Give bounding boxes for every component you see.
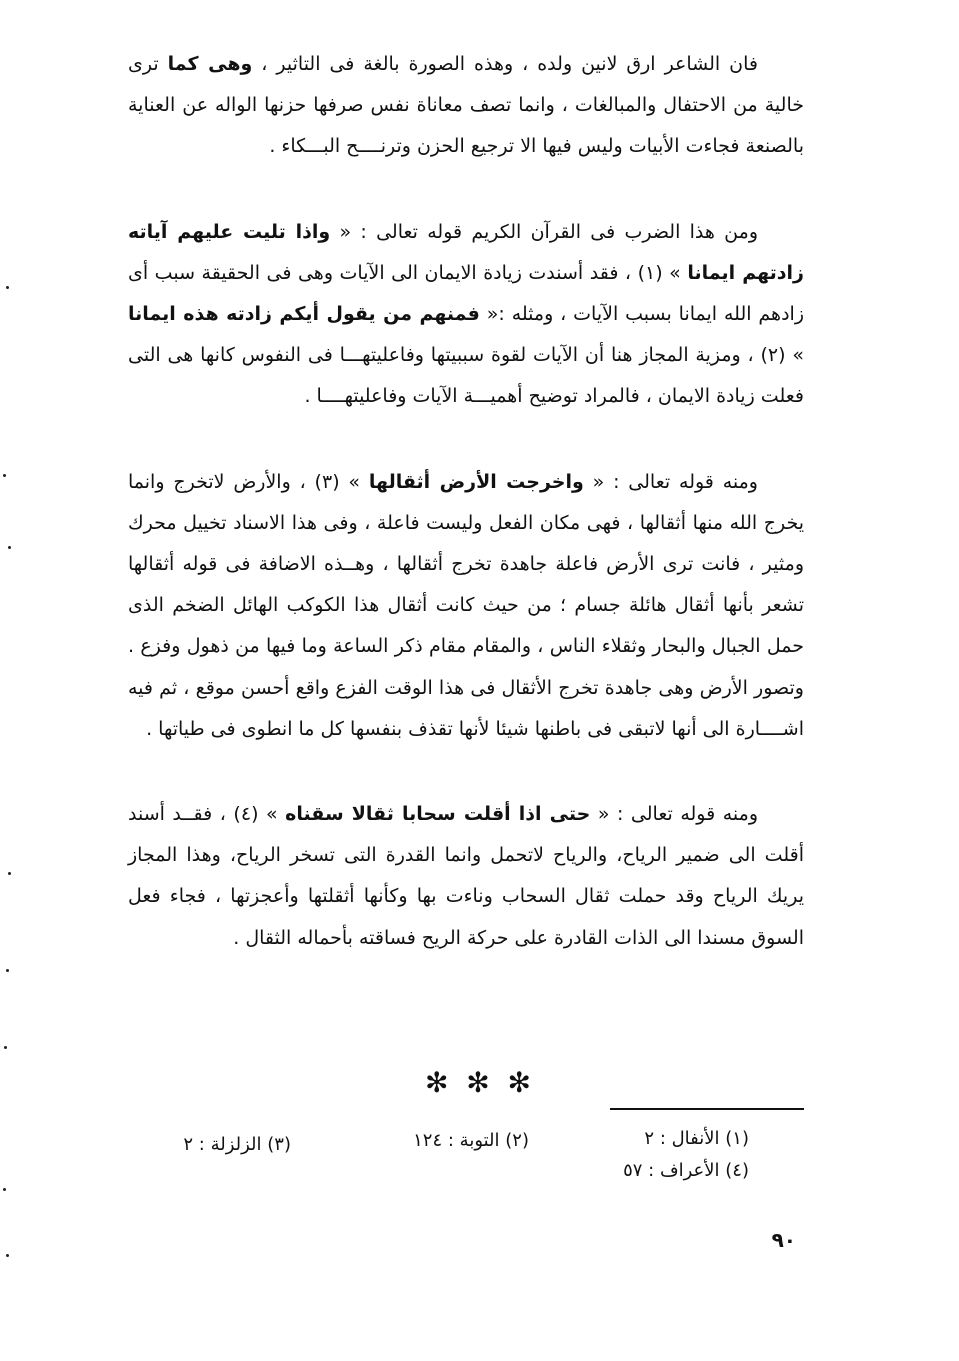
text-segment: » (١) ، فقد أسندت زيادة الايمان الى الآيات وهى فى الحقيقة سبب أى زادهم الله ايمانا بسبب الآيات ، ومثله :« <box>128 261 804 326</box>
text-segment: ومن هذا الضرب فى القرآن الكريم قوله تعالى : « <box>330 220 758 243</box>
scan-speck <box>3 474 6 477</box>
paragraph <box>128 44 804 168</box>
footnote-2: (٢) التوبة : ١٢٤ <box>413 1130 529 1151</box>
scan-speck <box>3 1188 6 1191</box>
body-text <box>128 44 804 1003</box>
text-segment: » (٤) ، فقــد أسند أقلت الى ضمير الرياح، والرياح لاتحمل وانما القدرة التى تسخر الرياح، وهذا المجاز يريك الرياح وقد حملت ثقال السحاب وناءت بها وكأنها أثقلتها وأعجزتها ، فجاء فعل السوق مسندا الى الذات القادرة على حركة الريح فساقته بأحماله الثقال . <box>128 803 804 949</box>
scan-speck <box>6 1254 9 1257</box>
paragraph <box>128 212 804 418</box>
section-separator: ✻ ✻ ✻ <box>425 1066 535 1099</box>
scan-speck <box>6 969 9 972</box>
text-segment: » (٣) ، والأرض لاتخرج وانما يخرج الله منها أثقالها ، فهى مكان الفعل وليست فاعلة ، وفى هذا الاسناد تخييل محرك ومثير ، فانت ترى الأرض فاعلة جاهدة تخرج أثقالها ، وهــذه الاضافة فى قوله أثقالها تشعر بأنها أثقال هائلة جسام ؛ من حيث كانت أثقال هذا الكوكب الهائل الضخم الذى حمل الجبال والبحار وثقلاء الناس ، والمقام مقام ذكر الساعة وما فيها من ذهول وفزع . وتصور الأرض وهى جاهدة تخرج الأثقال فى هذا الوقت الفزع واقع أحسن موقع ، ثم فيه اشــــارة الى أنها لاتبقى فى باطنها شيئا لأنها تقذف بنفسها كل ما انطوى فى طياتها . <box>128 470 804 740</box>
text-segment: ومنه قوله تعالى : « <box>590 803 758 826</box>
quran-quote: حتى اذا أقلت سحابا ثقالا سقناه <box>285 803 591 826</box>
bold-text-segment: وهى كما <box>167 53 253 75</box>
paragraph <box>128 462 804 750</box>
text-segment: » (٢) ، ومزية المجاز هنا أن الآيات لقوة سببيتها وفاعليتهـــا فى النفوس كانها هى التى فعلت زيادة الايمان ، فالمراد توضيح أهميـــة الآيات وفاعليتهــــا . <box>128 344 804 408</box>
scan-speck <box>6 286 9 289</box>
scan-speck <box>8 872 11 875</box>
footnote-divider <box>610 1108 804 1110</box>
paragraph <box>128 794 804 959</box>
quran-quote: واخرجت الأرض أثقالها <box>368 470 584 493</box>
text-segment: ترى خالية من الاحتفال والمبالغات ، وانما تصف معاناة نفس صرفها حزنها الواله عن العناية بالصنعة فجاءت الأبيات وليس فيها الا ترجيع الحزن وترنــــح البـــكاء . <box>128 53 804 158</box>
quran-quote: واذا تليت عليهم آياته زادتهم ايمانا <box>128 220 804 284</box>
scan-speck <box>8 546 11 549</box>
footnote-1: (١) الأنفال : ٢ <box>644 1128 749 1149</box>
quran-quote: فمنهم من يقول أيكم زادته هذه ايمانا <box>128 303 480 326</box>
footnote-3: (٣) الزلزلة : ٢ <box>183 1134 291 1155</box>
text-segment: ومنه قوله تعالى : « <box>583 470 758 493</box>
footnote-4: (٤) الأعراف : ٥٧ <box>623 1160 749 1181</box>
text-segment: فان الشاعر ارق لانين ولده ، وهذه الصورة بالغة فى التاثير ، <box>252 53 758 75</box>
page-number: ٩٠ <box>771 1228 796 1252</box>
scan-speck <box>4 1046 7 1049</box>
